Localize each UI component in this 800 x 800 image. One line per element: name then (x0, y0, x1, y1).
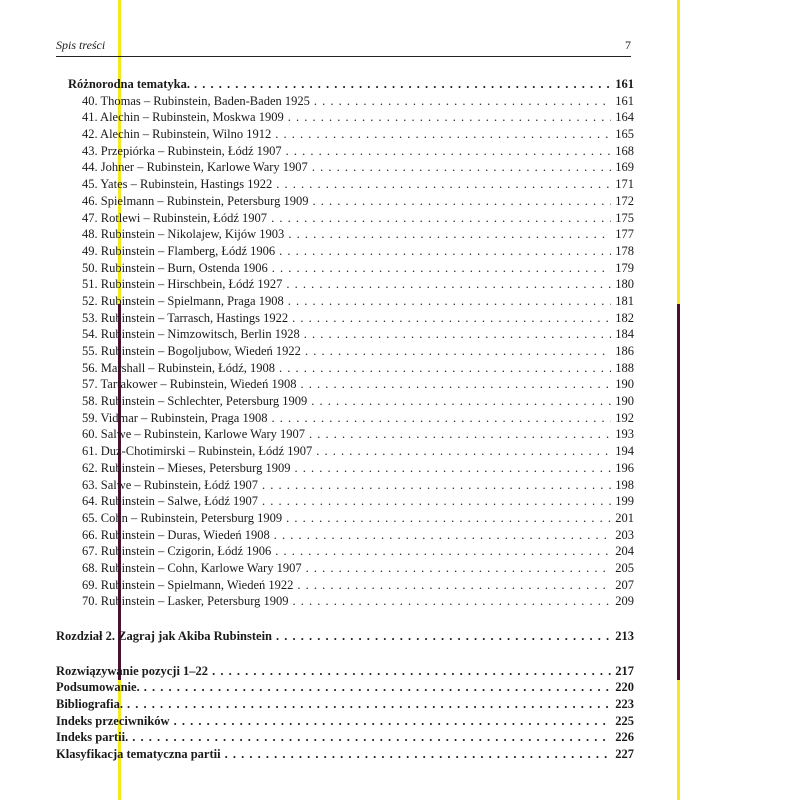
toc-game-entry[interactable] (68, 326, 634, 343)
toc-entry-page: 223 (615, 697, 634, 712)
toc-back-matter-entry[interactable] (56, 696, 634, 713)
leader-dots (286, 510, 611, 527)
toc-back-matter-entry[interactable] (56, 729, 634, 746)
toc-game-entry[interactable] (68, 193, 634, 210)
toc-game-entry[interactable] (68, 410, 634, 427)
toc-game-entry[interactable] (68, 393, 634, 410)
toc-entry-label: 68. Rubinstein – Cohn, Karlowe Wary 1907 (82, 560, 302, 575)
toc-back-matter-entry[interactable] (56, 663, 634, 680)
toc-game-entry[interactable] (68, 443, 634, 460)
toc-entry-page: 203 (615, 527, 634, 542)
toc-entry-page: 172 (615, 193, 634, 208)
running-head (56, 38, 631, 53)
toc-entry-label: 55. Rubinstein – Bogoljubow, Wiedeń 1922 (82, 344, 301, 358)
leader-dots (286, 143, 612, 160)
toc-entry-label: 52. Rubinstein – Spielmann, Praga 1908 (82, 293, 284, 308)
toc-entry-page: 177 (615, 227, 634, 242)
toc-entry-label: 67. Rubinstein – Czigorin, Łódź 1906 (82, 544, 272, 559)
toc-entry-label: Rozdział 2. Zagraj jak Akiba Rubinstein (56, 629, 273, 643)
toc-entry-label: Różnorodna tematyka. (68, 77, 190, 91)
toc-game-entry[interactable] (68, 543, 634, 560)
leader-dots (288, 293, 612, 310)
toc-entry-page: 188 (615, 360, 634, 375)
toc-game-entry[interactable] (68, 477, 634, 494)
toc-game-entry[interactable] (68, 426, 634, 443)
leader-dots (288, 226, 611, 243)
toc-entry-page: 196 (615, 460, 634, 475)
toc-entry-page: 190 (615, 377, 634, 392)
toc-entry-label: 66. Rubinstein – Duras, Wiedeń 1908 (82, 527, 270, 542)
leader-dots (279, 360, 611, 377)
leader-dots (212, 663, 611, 680)
leader-dots (174, 713, 612, 730)
leader-dots (276, 176, 611, 193)
toc-game-entry[interactable] (68, 493, 634, 510)
toc-entry-page: 204 (615, 544, 634, 559)
leader-dots (312, 159, 611, 176)
toc-back-matter-entry[interactable] (56, 713, 634, 730)
toc-game-entry[interactable] (68, 159, 634, 176)
toc-game-entry[interactable] (68, 360, 634, 377)
toc-entry-page: 213 (615, 629, 634, 643)
toc-game-entry[interactable] (68, 176, 634, 193)
leader-dots (127, 696, 611, 713)
toc-game-entry[interactable] (68, 560, 634, 577)
toc-game-entry[interactable] (68, 343, 634, 360)
page-number: 7 (625, 38, 631, 52)
toc-entry-page: 190 (615, 394, 634, 409)
leader-dots (279, 243, 611, 260)
page-edge-right (677, 0, 680, 800)
toc-game-entry[interactable] (68, 460, 634, 477)
toc-entry-label: 64. Rubinstein – Salwe, Łódź 1907 (82, 494, 259, 509)
running-head-title: Spis treści (56, 38, 106, 52)
toc-entry-label: 45. Yates – Rubinstein, Hastings 1922 (82, 177, 273, 192)
toc-entry-label: 69. Rubinstein – Spielmann, Wiedeń 1922 (82, 577, 294, 592)
toc-entry-label: 43. Przepiórka – Rubinstein, Łódź 1907 (82, 143, 282, 158)
table-of-contents (56, 76, 634, 763)
toc-entry-label: 65. Cohn – Rubinstein, Petersburg 1909 (82, 510, 283, 525)
leader-dots (272, 260, 611, 277)
leader-dots (144, 679, 612, 696)
toc-entry-page: 192 (615, 410, 634, 425)
header-rule (56, 56, 631, 57)
toc-entry-label: 54. Rubinstein – Nimzowitsch, Berlin 1928 (82, 327, 300, 342)
toc-game-entry[interactable] (68, 143, 634, 160)
leader-dots (132, 729, 611, 746)
toc-entry-label: 50. Rubinstein – Burn, Ostenda 1906 (82, 260, 268, 275)
leader-dots (309, 426, 611, 443)
leader-dots (293, 593, 612, 610)
leader-dots (305, 343, 611, 360)
toc-game-entry[interactable] (68, 310, 634, 327)
toc-entry-label: 58. Rubinstein – Schlechter, Petersburg 1909 (82, 394, 308, 409)
toc-game-entry[interactable] (68, 93, 634, 110)
toc-entry-label: 44. Johner – Rubinstein, Karlowe Wary 1907 (82, 160, 308, 175)
toc-entry-page: 184 (615, 327, 634, 342)
leader-dots (262, 477, 611, 494)
toc-entry-label: 46. Spielmann – Rubinstein, Petersburg 1909 (82, 193, 309, 208)
toc-entry-page: 201 (615, 510, 634, 525)
toc-entry-page: 164 (615, 110, 634, 125)
toc-entry-label: 59. Vidmar – Rubinstein, Praga 1908 (82, 410, 268, 425)
toc-entry-page: 198 (615, 477, 634, 492)
toc-entry-page: 181 (615, 293, 634, 308)
leader-dots (297, 577, 611, 594)
toc-game-entry[interactable] (68, 109, 634, 126)
leader-dots (300, 376, 611, 393)
toc-entry-page: 194 (615, 444, 634, 459)
toc-entry-label: 63. Salwe – Rubinstein, Łódź 1907 (82, 477, 259, 492)
toc-entry-page: 179 (615, 260, 634, 275)
leader-dots (274, 527, 611, 544)
leader-dots (292, 310, 611, 327)
leader-dots (294, 460, 611, 477)
toc-entry-label: 61. Duz-Chotimirski – Rubinstein, Łódź 1907 (82, 444, 313, 459)
toc-entry-label: 51. Rubinstein – Hirschbein, Łódź 1927 (82, 277, 283, 292)
toc-entry-page: 205 (615, 560, 634, 575)
toc-back-matter-entry[interactable] (56, 746, 634, 763)
leader-dots (271, 210, 611, 227)
toc-entry-page: 226 (615, 730, 634, 745)
toc-entry-label: Rozwiązywanie pozycji 1–22 (56, 663, 209, 678)
toc-entry-page: 186 (615, 344, 634, 358)
leader-dots (225, 746, 612, 763)
leader-dots (313, 193, 612, 210)
leader-dots (275, 126, 611, 143)
leader-dots (316, 443, 611, 460)
toc-section-heading[interactable] (68, 76, 634, 93)
toc-entry-label: 56. Marshall – Rubinstein, Łódź, 1908 (82, 360, 276, 375)
toc-game-entry[interactable] (68, 376, 634, 393)
toc-entry-page: 193 (615, 427, 634, 442)
toc-entry-page: 161 (615, 77, 634, 91)
toc-entry-label: 47. Rotlewi – Rubinstein, Łódź 1907 (82, 210, 268, 225)
toc-entry-page: 217 (615, 663, 634, 678)
leader-dots (271, 410, 611, 427)
toc-entry-page: 182 (615, 310, 634, 325)
toc-entry-label: 42. Alechin – Rubinstein, Wilno 1912 (82, 127, 272, 142)
toc-entry-label: Bibliografia. (56, 697, 124, 712)
toc-entry-label: Klasyfikacja tematyczna partii (56, 747, 221, 762)
toc-entry-label: Indeks partii. (56, 730, 129, 745)
toc-game-entry[interactable] (68, 293, 634, 310)
leader-dots (311, 393, 611, 410)
back-matter-list (56, 663, 634, 763)
game-list (68, 93, 634, 610)
toc-entry-label: 41. Alechin – Rubinstein, Moskwa 1909 (82, 110, 284, 125)
leader-dots (262, 493, 611, 510)
toc-game-entry[interactable] (68, 593, 634, 610)
leader-dots (314, 93, 611, 110)
toc-game-entry[interactable] (68, 527, 634, 544)
toc-entry-label: 48. Rubinstein – Nikolajew, Kijów 1903 (82, 227, 285, 242)
toc-entry-page: 180 (615, 277, 634, 292)
toc-game-entry[interactable] (68, 260, 634, 277)
toc-game-entry[interactable] (68, 577, 634, 594)
toc-entry-label: 49. Rubinstein – Flamberg, Łódź 1906 (82, 243, 276, 258)
toc-game-entry[interactable] (68, 210, 634, 227)
toc-game-entry[interactable] (68, 510, 634, 527)
toc-back-matter-entry[interactable] (56, 679, 634, 696)
toc-entry-label: Indeks przeciwników (56, 713, 170, 728)
toc-game-entry[interactable] (68, 226, 634, 243)
leader-dots (304, 326, 612, 343)
toc-entry-page: 207 (615, 577, 634, 592)
leader-dots (194, 76, 611, 93)
leader-dots (276, 628, 611, 645)
leader-dots (275, 543, 611, 560)
toc-game-entry[interactable] (68, 276, 634, 293)
toc-entry-label: Podsumowanie. (56, 680, 140, 695)
toc-entry-label: 70. Rubinstein – Lasker, Petersburg 1909 (82, 594, 289, 609)
toc-entry-page: 161 (615, 93, 634, 108)
leader-dots (306, 560, 612, 577)
toc-entry-page: 168 (615, 143, 634, 158)
toc-entry-page: 227 (615, 747, 634, 762)
toc-entry-page: 165 (615, 127, 634, 142)
toc-game-entry[interactable] (68, 243, 634, 260)
toc-entry-page: 209 (615, 594, 634, 609)
toc-game-entry[interactable] (68, 126, 634, 143)
toc-entry-page: 178 (615, 243, 634, 258)
toc-entry-page: 225 (615, 713, 634, 728)
toc-entry-label: 57. Tartakower – Rubinstein, Wiedeń 1908 (82, 377, 297, 392)
leader-dots (286, 276, 611, 293)
toc-entry-label: 60. Salwe – Rubinstein, Karlowe Wary 1907 (82, 427, 306, 442)
toc-entry-label: 53. Rubinstein – Tarrasch, Hastings 1922 (82, 310, 289, 325)
toc-entry-label: 62. Rubinstein – Mieses, Petersburg 1909 (82, 460, 291, 475)
toc-chapter-heading[interactable] (56, 628, 634, 645)
toc-entry-label: 40. Thomas – Rubinstein, Baden-Baden 1925 (82, 93, 310, 108)
toc-entry-page: 199 (615, 494, 634, 509)
toc-entry-page: 169 (615, 160, 634, 175)
toc-entry-page: 220 (615, 680, 634, 695)
leader-dots (288, 109, 612, 126)
toc-entry-page: 175 (615, 210, 634, 225)
toc-entry-page: 171 (615, 177, 634, 192)
